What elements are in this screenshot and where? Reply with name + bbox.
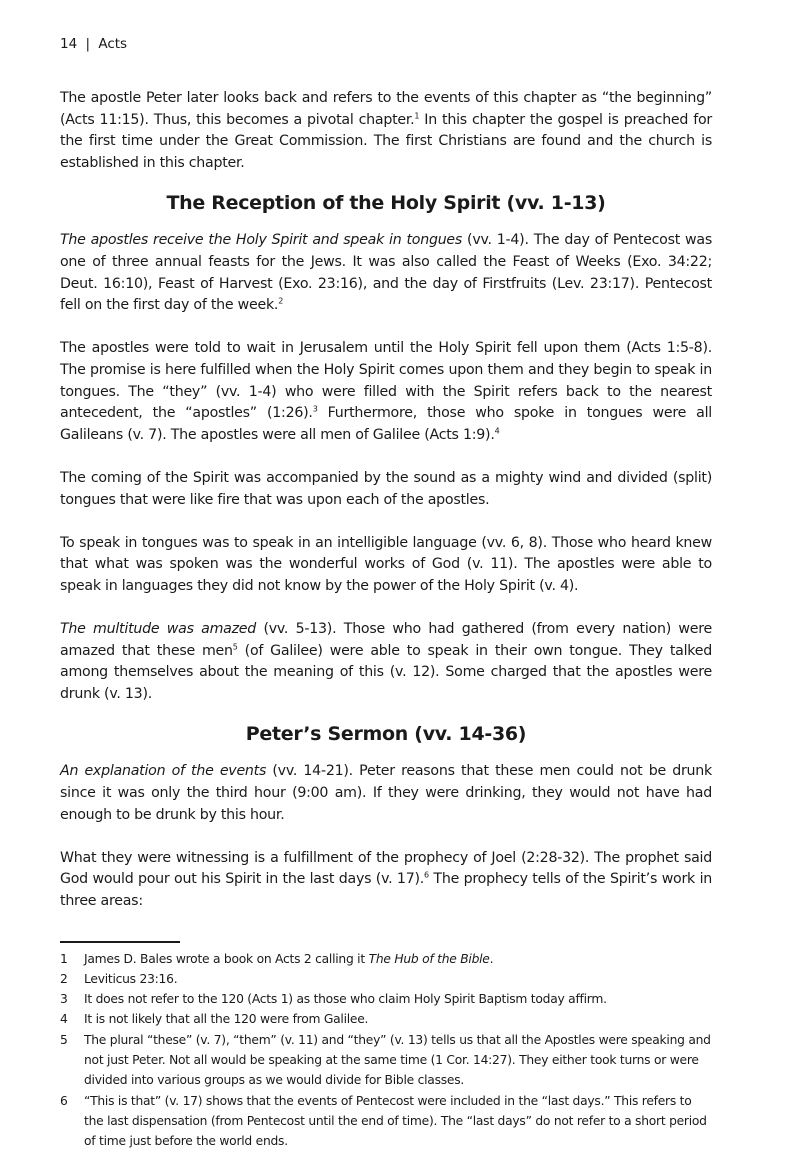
footnote-5: 5 The plural “these” (v. 7), “them” (v. 11) and “they” (v. 13) tells us that all the Apostles were speaking and not just Peter. Not all would be speaking at the same time (1 Cor. 14:27). They either took turns or were divided into various groups as we would divide for Bible classes. — [60, 1030, 712, 1091]
footnote-divider — [60, 941, 180, 943]
footnote-ref-6[interactable]: 6 — [424, 870, 429, 880]
footnote-number: 5 — [60, 1032, 68, 1047]
section-heading-sermon: Peter’s Sermon (vv. 14-36) — [245, 723, 527, 746]
footnote-4: 4 It is not likely that all the 120 were from Galilee. — [60, 1009, 712, 1029]
paragraph-apostles-receive: The apostles receive the Holy Spirit and speak in tongues (vv. 1-4). The day of Pentecost was one of three annual feasts for the Jews. It was also called the Feast of Weeks (Exo. 34:22; Deut. 16:10), Feast of Harvest (Exo. 23:16), and the day of Firstfruits (Lev. 23:17). Pentecost fell on the first day of the week.$^2$ — [60, 232, 712, 314]
document-page — [60, 34, 712, 1152]
footnote-ref-4[interactable]: 4 — [494, 425, 500, 435]
footnote-number: 1 — [60, 951, 68, 966]
footnote-6: 6 “This is that” (v. 17) shows that the events of Pentecost were included in the “last days.” This refers to the last dispensation (from Pentecost until the end of time). The “last days” do not refer to a short period of time just before the world ends. — [60, 1091, 712, 1152]
page-number: 14 — [60, 36, 78, 52]
intro-paragraph: The apostle Peter later looks back and refers to the events of this chapter as “the beginning” (Acts 11:15). Thus, this becomes a pivotal chapter.$^1$ In this chapter the gospel is preached for the first time under the Great Commission. The first Christians are found and the church is established in this chapter. — [60, 90, 712, 171]
footnote-1: 1 James D. Bales wrote a book on Acts 2 calling it The Hub of the Bible. — [60, 949, 712, 969]
footnote-2: 2 Leviticus 23:16. — [60, 969, 712, 989]
footnote-number: 3 — [60, 992, 68, 1007]
paragraph-multitude-amazed: The multitude was amazed (vv. 5-13). Those who had gathered (from every nation) were amazed that these men$^5$ (of Galilee) were able to speak in their own tongue. They talked among themselves about the meaning of this (v. 12). Some charged that the apostles were drunk (v. 13). — [60, 621, 712, 702]
footnotes — [60, 949, 712, 1152]
footnote-3: 3 It does not refer to the 120 (Acts 1) as those who claim Holy Spirit Baptism today affirm. — [60, 989, 712, 1009]
paragraph-wait-jerusalem: The apostles were told to wait in Jerusalem until the Holy Spirit fell upon them (Acts 1:5-8). The promise is here fulfilled when the Holy Spirit comes upon them and they begin to speak in tongues. The “they” (vv. 1-4) who were filled with the Spirit refers back to the nearest antecedent, the “apostles” (1:26).$^3$ Furthermore, those who spoke in tongues were all Galileans (v. 7). The apostles were all men of Galilee (Acts 1:9).$^4$ — [60, 340, 713, 443]
footnote-ref-3[interactable]: 3 — [312, 404, 318, 414]
paragraph-explanation: An explanation of the events (vv. 14-21). Peter reasons that these men could not be drunk since it was only the third hour (9:00 am). If they were drinking, they would not have had enough to be drunk by this hour. — [60, 763, 712, 823]
paragraph-speak-in-tongues: To speak in tongues was to speak in an intelligible language (vv. 6, 8). Those who heard knew that what was spoken was the wonderful works of God (v. 11). The apostles were able to speak in languages they did not know by the power of the Holy Spirit (v. 4). — [60, 534, 712, 594]
footnote-number: 2 — [60, 971, 68, 986]
paragraph-prophecy-joel: What they were witnessing is a fulfillment of the prophecy of Joel (2:28-32). The prophet said God would pour out his Spirit in the last days (v. 17).$^6$ The prophecy tells of the Spirit’s work in three areas: — [60, 849, 713, 909]
footnote-number: 4 — [60, 1012, 68, 1027]
footnote-number: 6 — [60, 1093, 68, 1108]
footnote-ref-1[interactable]: 1 — [414, 110, 420, 120]
book-title: Acts — [98, 36, 128, 52]
footnote-ref-2[interactable]: 2 — [278, 296, 284, 306]
running-head — [60, 34, 712, 54]
section-heading-reception: The Reception of the Holy Spirit (vv. 1-13) — [166, 192, 606, 215]
footnote-ref-5[interactable]: 5 — [232, 641, 238, 651]
header-separator: | — [85, 36, 91, 52]
paragraph-coming-of-spirit: The coming of the Spirit was accompanied by the sound as a mighty wind and divided (split) tongues that were like fire that was upon each of the apostles. — [60, 469, 712, 508]
